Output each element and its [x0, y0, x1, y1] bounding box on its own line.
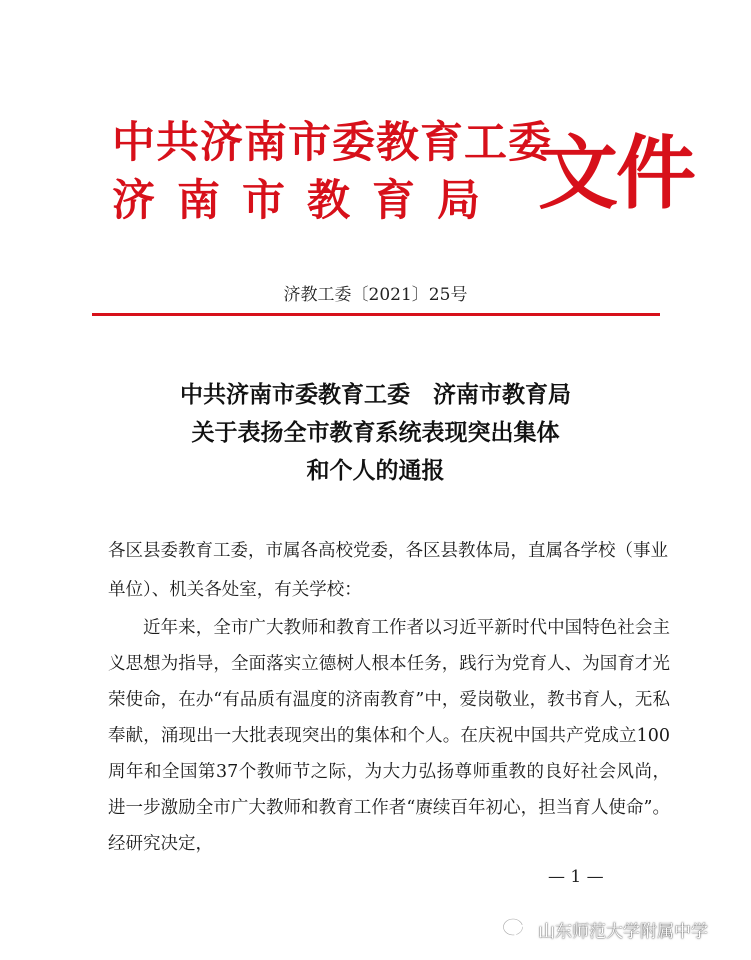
masthead-line-2: 济南市教育局 [112, 176, 502, 226]
wechat-icon [502, 917, 532, 941]
title-line-2: 关于表扬全市教育系统表现突出集体 [191, 419, 560, 446]
salutation: 各区县委教育工委，市属各高校党委，各区县教体局，直属各学校（事业单位）、机关各处室，有关学校： [108, 541, 668, 600]
body-paragraph: 近年来，全市广大教师和教育工作者以习近平新时代中国特色社会主义思想为指导，全面落实立德树人根本任务，践行为党育人、为国育才光荣使命，在办“有品质有温度的济南教育”中，爱岗敬业，教书育人，无私奉献，涌现出一大批表现突出的集体和个人。在庆祝中国共产党成立100周年和全国第37个教师节之际，为大力弘扬尊师重教的良好社会风尚，进一步激励全市广大教师和教育工作者“赓续百年初心，担当育人使命”。经研究决定， [108, 618, 670, 854]
watermark [502, 914, 708, 944]
page-number: — 1 — [548, 867, 604, 887]
red-divider [92, 313, 660, 316]
body-text [108, 610, 670, 862]
masthead [112, 118, 694, 228]
document-number: 济教工委〔2021〕25号 [283, 285, 468, 305]
title-line-1: 中共济南市委教育工委 济南市教育局 [180, 381, 571, 408]
title-line-3: 和个人的通报 [306, 457, 445, 484]
masthead-suffix: 文件 [538, 127, 694, 220]
document-title [0, 376, 751, 490]
masthead-line-1: 中共济南市委教育工委 [112, 118, 552, 168]
watermark-text: 山东师范大学附属中学 [538, 921, 708, 942]
